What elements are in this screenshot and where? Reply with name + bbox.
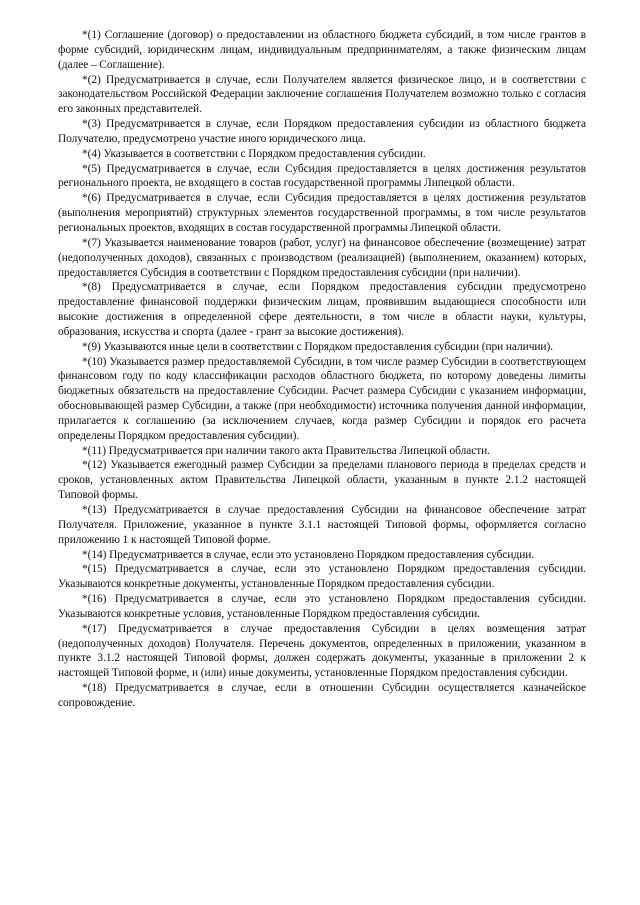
footnote-11: *(11) Предусматривается при наличии такого акта Правительства Липецкой области. <box>82 444 490 457</box>
footnote-4: *(4) Указывается в соответствии с Порядком предоставления субсидии. <box>82 147 426 160</box>
footnote-17: *(17) Предусматривается в случае предоставления Субсидии в целях возмещения затрат (недополученных доходов) Получателя. Перечень документов, определенных в приложении, указанном в пункте 3.1.2 настоящей Типовой формы, должен содержать документы, указанные в приложении 2 к настоящей Типовой форме, и (или) иные документы, установленные Порядком предоставления субсидии. <box>58 622 586 680</box>
footnote-2: *(2) Предусматривается в случае, если Получателем является физическое лицо, и в соответствии с законодательством Российской Федерации заключение соглашения Получателем возможно только с согласия его законных представителей. <box>58 73 586 116</box>
footnote-1: *(1) Соглашение (договор) о предоставлении из областного бюджета субсидий, в том числе грантов в форме субсидий, юридическим лицам, индивидуальным предпринимателям, а также физическим лицам (далее – Соглашение). <box>58 29 586 71</box>
footnote-6: *(6) Предусматривается в случае, если Субсидия предоставляется в целях достижения результатов (выполнения мероприятий) структурных элементов государственной программы, в том числе результатов региональных проектов, входящих в состав государственной программы Липецкой области. <box>58 192 586 234</box>
footnote-5: *(5) Предусматривается в случае, если Субсидия предоставляется в целях достижения результатов регионального проекта, не входящего в состав государственной программы Липецкой области. <box>58 162 586 190</box>
footnote-15: *(15) Предусматривается в случае, если это установлено Порядком предоставления субсидии. Указываются конкретные документы, установленные Порядком предоставления субсидии. <box>58 563 586 591</box>
footnote-7: *(7) Указывается наименование товаров (работ, услуг) на финансовое обеспечение (возмещение) затрат (недополученных доходов), связанных с производством (реализацией) (выполнением, оказанием) которых, предоставляется Субсидия в соответствии с Порядком предоставления субсидии (при наличии). <box>58 236 586 279</box>
footnote-12: *(12) Указывается ежегодный размер Субсидии за пределами планового периода в пределах средств и сроков, установленных актом Правительства Липецкой области, указанным в пункте 2.1.2 настоящей Типовой формы. <box>58 459 586 502</box>
footnote-13: *(13) Предусматривается в случае предоставления Субсидии на финансовое обеспечение затрат Получателя. Приложение, указанное в пункте 3.1.1 настоящей Типовой формы, оформляется согласно приложению 1 к настоящей Типовой форме. <box>58 504 586 546</box>
footnote-8: *(8) Предусматривается в случае, если Порядком предоставления субсидии предусмотрено предоставление финансовой поддержки физическим лицам, проявившим выдающиеся способности или высокие достижения в определенной сфере деятельности, в том числе в области науки, культуры, образования, искусства и спорта (далее - грант за высокие достижения). <box>58 281 586 338</box>
footnote-10: *(10) Указывается размер предоставляемой Субсидии, в том числе размер Субсидии в соответствующем финансовом году по коду классификации расходов областного бюджета, по которому доведены лимиты бюджетных обязательств на предоставление Субсидии. Расчет размера Субсидии с указанием информации, обосновывающей размер Субсидии, а также (при необходимости) источника получения данной информации, прилагается к соглашению (за исключением случаев, когда размер Субсидии и порядок его расчета определены Порядком предоставления субсидии). <box>58 355 586 442</box>
footnote-9: *(9) Указываются иные цели в соответствии с Порядком предоставления субсидии (при наличии). <box>82 340 554 353</box>
footnote-3: *(3) Предусматривается в случае, если Порядком предоставления субсидии из областного бюджета Получателю, предусмотрено участие иного юридического лица. <box>58 118 586 145</box>
footnote-16: *(16) Предусматривается в случае, если это установлено Порядком предоставления субсидии. Указываются конкретные условия, установленные Порядком предоставления субсидии. <box>58 593 586 620</box>
footnote-18: *(18) Предусматривается в случае, если в отношении Субсидии осуществляется казначейское сопровождение. <box>58 682 586 709</box>
footnote-14: *(14) Предусматривается в случае, если это установлено Порядком предоставления субсидии. <box>82 548 535 561</box>
